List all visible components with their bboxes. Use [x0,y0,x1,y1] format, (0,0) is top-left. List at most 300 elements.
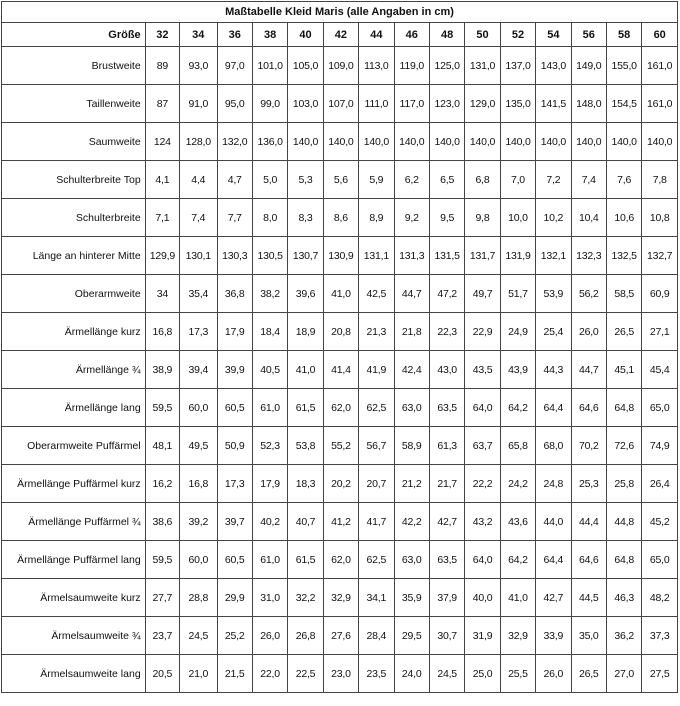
measurement-cell: 44,4 [571,503,606,541]
measurement-cell: 61,5 [288,541,323,579]
measurement-cell: 39,2 [180,503,217,541]
measurement-cell: 41,9 [359,351,394,389]
measurement-cell: 44,8 [606,503,641,541]
measurement-cell: 4,7 [217,161,252,199]
measurement-cell: 30,7 [429,617,464,655]
measurement-cell: 63,5 [429,389,464,427]
measurement-cell: 26,0 [252,617,287,655]
measurement-cell: 58,5 [606,275,641,313]
measurement-cell: 38,2 [252,275,287,313]
measurement-cell: 140,0 [288,123,323,161]
size-header-cell: 52 [500,23,535,47]
size-header-label: Größe [2,23,146,47]
measurement-cell: 87 [145,85,179,123]
measurement-cell: 22,0 [252,655,287,693]
measurement-cell: 129,0 [465,85,500,123]
measurement-cell: 24,9 [500,313,535,351]
row-label: Ärmelsaumweite ¾ [2,617,146,655]
measurement-cell: 42,2 [394,503,429,541]
measurement-cell: 43,9 [500,351,535,389]
measurement-cell: 25,4 [536,313,571,351]
measurement-cell: 44,7 [394,275,429,313]
measurement-cell: 8,9 [359,199,394,237]
size-header-cell: 40 [288,23,323,47]
measurement-cell: 140,0 [500,123,535,161]
measurement-cell: 155,0 [606,47,641,85]
measurement-cell: 7,1 [145,199,179,237]
measurement-cell: 64,2 [500,541,535,579]
measurement-cell: 25,5 [500,655,535,693]
row-label: Ärmellänge kurz [2,313,146,351]
measurement-cell: 132,5 [606,237,641,275]
measurement-cell: 65,8 [500,427,535,465]
measurement-cell: 23,7 [145,617,179,655]
table-row [2,199,678,237]
row-label: Schulterbreite Top [2,161,146,199]
measurement-cell: 103,0 [288,85,323,123]
measurement-cell: 55,2 [323,427,358,465]
measurement-cell: 56,7 [359,427,394,465]
measurement-cell: 21,8 [394,313,429,351]
measurement-cell: 35,4 [180,275,217,313]
measurement-cell: 41,0 [323,275,358,313]
measurement-cell: 140,0 [642,123,678,161]
row-label: Saumweite [2,123,146,161]
measurement-cell: 148,0 [571,85,606,123]
measurement-cell: 24,8 [536,465,571,503]
measurement-cell: 25,2 [217,617,252,655]
measurement-cell: 45,4 [642,351,678,389]
measurement-cell: 8,6 [323,199,358,237]
measurement-cell: 49,5 [180,427,217,465]
table-row [2,541,678,579]
measurement-cell: 5,9 [359,161,394,199]
measurement-cell: 7,4 [571,161,606,199]
measurement-cell: 63,7 [465,427,500,465]
measurement-cell: 140,0 [323,123,358,161]
table-row [2,351,678,389]
measurement-cell: 43,2 [465,503,500,541]
measurement-cell: 65,0 [642,389,678,427]
measurement-cell: 31,0 [252,579,287,617]
measurement-cell: 42,4 [394,351,429,389]
measurement-cell: 8,3 [288,199,323,237]
measurement-cell: 131,0 [465,47,500,85]
table-row [2,85,678,123]
measurement-cell: 64,4 [536,541,571,579]
measurement-cell: 140,0 [429,123,464,161]
measurement-cell: 27,5 [642,655,678,693]
measurement-cell: 62,5 [359,541,394,579]
measurement-cell: 132,3 [571,237,606,275]
measurement-cell: 10,2 [536,199,571,237]
measurement-cell: 44,5 [571,579,606,617]
measurement-cell: 43,0 [429,351,464,389]
measurement-cell: 130,1 [180,237,217,275]
measurement-cell: 49,7 [465,275,500,313]
measurement-cell: 10,4 [571,199,606,237]
measurement-cell: 23,0 [323,655,358,693]
measurement-cell: 16,8 [145,313,179,351]
measurement-cell: 27,7 [145,579,179,617]
size-chart-table [1,1,678,693]
measurement-cell: 62,0 [323,389,358,427]
measurement-cell: 48,2 [642,579,678,617]
measurement-cell: 40,0 [465,579,500,617]
measurement-cell: 140,0 [536,123,571,161]
measurement-cell: 60,0 [180,389,217,427]
measurement-cell: 37,9 [429,579,464,617]
row-label: Ärmellänge Puffärmel ¾ [2,503,146,541]
table-row [2,237,678,275]
measurement-cell: 40,2 [252,503,287,541]
row-label: Brustweite [2,47,146,85]
measurement-cell: 141,5 [536,85,571,123]
measurement-cell: 5,3 [288,161,323,199]
measurement-cell: 161,0 [642,47,678,85]
measurement-cell: 44,0 [536,503,571,541]
measurement-cell: 47,2 [429,275,464,313]
measurement-cell: 72,6 [606,427,641,465]
measurement-cell: 24,0 [394,655,429,693]
table-row [2,123,678,161]
measurement-cell: 29,5 [394,617,429,655]
measurement-cell: 20,2 [323,465,358,503]
measurement-cell: 132,7 [642,237,678,275]
measurement-cell: 131,5 [429,237,464,275]
measurement-cell: 25,3 [571,465,606,503]
measurement-cell: 10,0 [500,199,535,237]
measurement-cell: 97,0 [217,47,252,85]
measurement-cell: 125,0 [429,47,464,85]
size-header-cell: 50 [465,23,500,47]
measurement-cell: 21,5 [217,655,252,693]
measurement-cell: 21,0 [180,655,217,693]
measurement-cell: 17,9 [217,313,252,351]
measurement-cell: 35,0 [571,617,606,655]
measurement-cell: 64,6 [571,541,606,579]
row-label: Taillenweite [2,85,146,123]
measurement-cell: 21,3 [359,313,394,351]
measurement-cell: 32,2 [288,579,323,617]
measurement-cell: 61,0 [252,541,287,579]
measurement-cell: 33,9 [536,617,571,655]
size-header-cell: 32 [145,23,179,47]
measurement-cell: 61,3 [429,427,464,465]
measurement-cell: 70,2 [571,427,606,465]
measurement-cell: 37,3 [642,617,678,655]
measurement-cell: 18,3 [288,465,323,503]
measurement-cell: 7,6 [606,161,641,199]
measurement-cell: 143,0 [536,47,571,85]
measurement-cell: 117,0 [394,85,429,123]
table-row [2,389,678,427]
measurement-cell: 34,1 [359,579,394,617]
measurement-cell: 59,5 [145,541,179,579]
table-row [2,427,678,465]
measurement-cell: 149,0 [571,47,606,85]
measurement-cell: 17,3 [180,313,217,351]
measurement-cell: 16,2 [145,465,179,503]
measurement-cell: 17,3 [217,465,252,503]
measurement-cell: 99,0 [252,85,287,123]
measurement-cell: 20,7 [359,465,394,503]
measurement-cell: 9,2 [394,199,429,237]
table-row [2,617,678,655]
measurement-cell: 22,9 [465,313,500,351]
measurement-cell: 9,8 [465,199,500,237]
measurement-cell: 18,9 [288,313,323,351]
measurement-cell: 93,0 [180,47,217,85]
measurement-cell: 17,9 [252,465,287,503]
measurement-cell: 39,4 [180,351,217,389]
size-header-row [2,23,678,47]
measurement-cell: 27,6 [323,617,358,655]
table-title: Maßtabelle Kleid Maris (alle Angaben in cm) [2,2,678,23]
measurement-cell: 124 [145,123,179,161]
measurement-cell: 22,5 [288,655,323,693]
measurement-cell: 52,3 [252,427,287,465]
measurement-cell: 43,6 [500,503,535,541]
measurement-cell: 42,5 [359,275,394,313]
row-label: Ärmellänge lang [2,389,146,427]
measurement-cell: 6,8 [465,161,500,199]
measurement-cell: 7,8 [642,161,678,199]
measurement-cell: 10,6 [606,199,641,237]
measurement-cell: 131,3 [394,237,429,275]
measurement-cell: 20,5 [145,655,179,693]
measurement-cell: 34 [145,275,179,313]
measurement-cell: 64,8 [606,541,641,579]
measurement-cell: 7,7 [217,199,252,237]
measurement-cell: 41,2 [323,503,358,541]
measurement-cell: 5,0 [252,161,287,199]
size-header-cell: 36 [217,23,252,47]
measurement-cell: 63,5 [429,541,464,579]
row-label: Oberarmweite Puffärmel [2,427,146,465]
measurement-cell: 45,1 [606,351,641,389]
measurement-cell: 28,8 [180,579,217,617]
measurement-cell: 137,0 [500,47,535,85]
measurement-cell: 132,1 [536,237,571,275]
measurement-cell: 28,4 [359,617,394,655]
measurement-cell: 48,1 [145,427,179,465]
measurement-cell: 130,5 [252,237,287,275]
measurement-cell: 8,0 [252,199,287,237]
measurement-cell: 132,0 [217,123,252,161]
measurement-cell: 59,5 [145,389,179,427]
measurement-cell: 21,2 [394,465,429,503]
measurement-cell: 32,9 [500,617,535,655]
table-row [2,465,678,503]
measurement-cell: 61,0 [252,389,287,427]
size-header-cell: 46 [394,23,429,47]
measurement-cell: 42,7 [429,503,464,541]
table-row [2,655,678,693]
size-header-cell: 58 [606,23,641,47]
size-chart-sheet [1,1,678,704]
measurement-cell: 65,0 [642,541,678,579]
measurement-cell: 7,2 [536,161,571,199]
measurement-cell: 64,6 [571,389,606,427]
measurement-cell: 25,0 [465,655,500,693]
measurement-cell: 140,0 [465,123,500,161]
measurement-cell: 68,0 [536,427,571,465]
measurement-cell: 131,9 [500,237,535,275]
measurement-cell: 24,2 [500,465,535,503]
measurement-cell: 35,9 [394,579,429,617]
measurement-cell: 38,9 [145,351,179,389]
measurement-cell: 129,9 [145,237,179,275]
measurement-cell: 41,0 [288,351,323,389]
measurement-cell: 36,2 [606,617,641,655]
size-header-cell: 60 [642,23,678,47]
measurement-cell: 41,4 [323,351,358,389]
measurement-cell: 62,0 [323,541,358,579]
measurement-cell: 32,9 [323,579,358,617]
row-label: Ärmellänge ¾ [2,351,146,389]
measurement-cell: 26,4 [642,465,678,503]
measurement-cell: 39,9 [217,351,252,389]
measurement-cell: 60,0 [180,541,217,579]
measurement-cell: 60,5 [217,541,252,579]
measurement-cell: 105,0 [288,47,323,85]
measurement-cell: 91,0 [180,85,217,123]
measurement-cell: 109,0 [323,47,358,85]
measurement-cell: 39,7 [217,503,252,541]
measurement-cell: 128,0 [180,123,217,161]
measurement-cell: 4,4 [180,161,217,199]
measurement-cell: 130,7 [288,237,323,275]
measurement-cell: 50,9 [217,427,252,465]
measurement-cell: 63,0 [394,541,429,579]
measurement-cell: 130,3 [217,237,252,275]
measurement-cell: 24,5 [180,617,217,655]
measurement-cell: 136,0 [252,123,287,161]
measurement-cell: 44,3 [536,351,571,389]
row-label: Ärmellänge Puffärmel kurz [2,465,146,503]
measurement-cell: 62,5 [359,389,394,427]
measurement-cell: 64,4 [536,389,571,427]
measurement-cell: 95,0 [217,85,252,123]
measurement-cell: 26,5 [571,655,606,693]
measurement-cell: 44,7 [571,351,606,389]
measurement-cell: 43,5 [465,351,500,389]
measurement-cell: 140,0 [394,123,429,161]
measurement-cell: 60,9 [642,275,678,313]
row-label: Ärmelsaumweite kurz [2,579,146,617]
measurement-cell: 9,5 [429,199,464,237]
measurement-cell: 119,0 [394,47,429,85]
measurement-cell: 135,0 [500,85,535,123]
measurement-cell: 58,9 [394,427,429,465]
table-row [2,313,678,351]
measurement-cell: 5,6 [323,161,358,199]
measurement-cell: 31,9 [465,617,500,655]
measurement-cell: 41,7 [359,503,394,541]
measurement-cell: 46,3 [606,579,641,617]
measurement-cell: 40,7 [288,503,323,541]
measurement-cell: 22,2 [465,465,500,503]
measurement-cell: 16,8 [180,465,217,503]
table-row [2,161,678,199]
measurement-cell: 101,0 [252,47,287,85]
measurement-cell: 36,8 [217,275,252,313]
measurement-cell: 42,7 [536,579,571,617]
measurement-cell: 64,0 [465,541,500,579]
size-header-cell: 38 [252,23,287,47]
row-label: Schulterbreite [2,199,146,237]
measurement-cell: 41,0 [500,579,535,617]
row-label: Ärmellänge Puffärmel lang [2,541,146,579]
measurement-cell: 74,9 [642,427,678,465]
size-header-cell: 54 [536,23,571,47]
measurement-cell: 26,8 [288,617,323,655]
measurement-cell: 10,8 [642,199,678,237]
measurement-cell: 27,1 [642,313,678,351]
measurement-cell: 131,7 [465,237,500,275]
measurement-cell: 111,0 [359,85,394,123]
measurement-cell: 64,0 [465,389,500,427]
measurement-cell: 6,5 [429,161,464,199]
measurement-cell: 64,8 [606,389,641,427]
measurement-cell: 38,6 [145,503,179,541]
measurement-cell: 60,5 [217,389,252,427]
measurement-cell: 51,7 [500,275,535,313]
measurement-cell: 26,0 [571,313,606,351]
measurement-cell: 4,1 [145,161,179,199]
measurement-cell: 7,4 [180,199,217,237]
measurement-cell: 63,0 [394,389,429,427]
measurement-cell: 89 [145,47,179,85]
measurement-cell: 154,5 [606,85,641,123]
measurement-cell: 130,9 [323,237,358,275]
size-header-cell: 42 [323,23,358,47]
table-row [2,579,678,617]
row-label: Länge an hinterer Mitte [2,237,146,275]
measurement-cell: 6,2 [394,161,429,199]
measurement-cell: 161,0 [642,85,678,123]
measurement-cell: 113,0 [359,47,394,85]
measurement-cell: 23,5 [359,655,394,693]
size-header-cell: 44 [359,23,394,47]
measurement-cell: 21,7 [429,465,464,503]
measurement-cell: 53,8 [288,427,323,465]
measurement-cell: 26,0 [536,655,571,693]
size-header-cell: 48 [429,23,464,47]
measurement-cell: 26,5 [606,313,641,351]
measurement-cell: 53,9 [536,275,571,313]
measurement-cell: 40,5 [252,351,287,389]
size-header-cell: 56 [571,23,606,47]
measurement-cell: 20,8 [323,313,358,351]
row-label: Ärmelsaumweite lang [2,655,146,693]
measurement-cell: 27,0 [606,655,641,693]
measurement-cell: 131,1 [359,237,394,275]
table-row [2,275,678,313]
measurement-cell: 140,0 [359,123,394,161]
measurement-cell: 7,0 [500,161,535,199]
row-label: Oberarmweite [2,275,146,313]
measurement-cell: 24,5 [429,655,464,693]
measurement-cell: 140,0 [571,123,606,161]
measurement-cell: 123,0 [429,85,464,123]
measurement-cell: 39,6 [288,275,323,313]
measurement-cell: 140,0 [606,123,641,161]
measurement-cell: 107,0 [323,85,358,123]
measurement-cell: 22,3 [429,313,464,351]
measurement-cell: 29,9 [217,579,252,617]
